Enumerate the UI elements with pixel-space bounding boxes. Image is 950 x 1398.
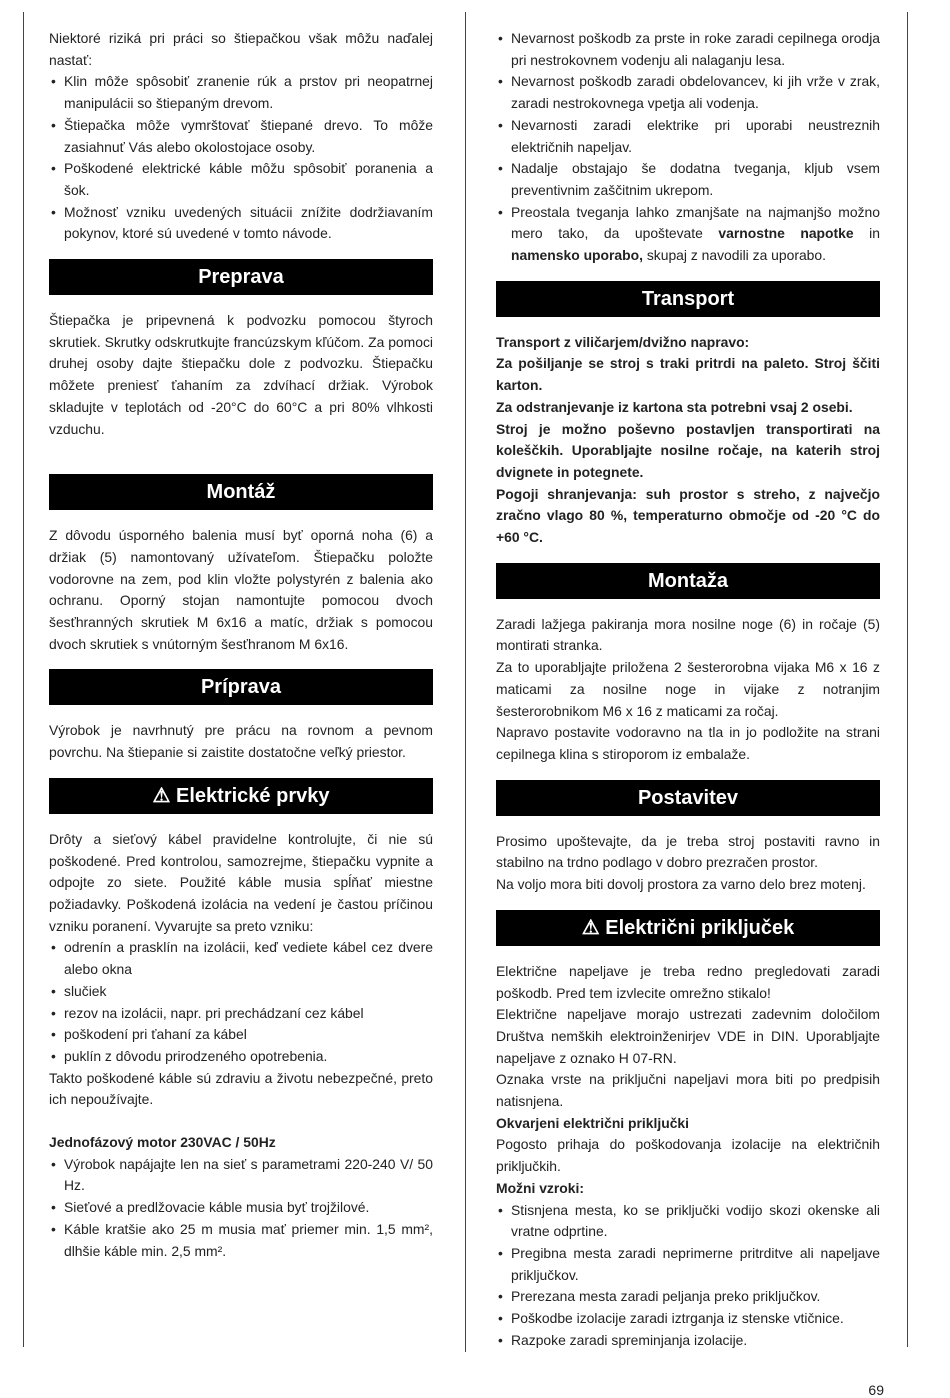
prikljucek-line: Oznaka vrste na priključni napeljavi mora biti po predpisih natisnjena. [496, 1071, 880, 1110]
page-number: 69 [868, 1382, 884, 1398]
warning-icon: ⚠ [581, 916, 600, 939]
left-column [49, 28, 433, 1262]
list-item: • odrenín a prasklín na izolácii, keď vediete kábel cez dvere alebo okna [49, 937, 433, 980]
prikljucek-block [496, 961, 880, 1352]
list-item: • Klin môže spôsobiť zranenie rúk a prstov pri neopatrnej manipulácii so štiepaným drevom. [49, 71, 433, 114]
montaza-line: Za to uporabljajte priložena 2 šesterorobna vijaka M6 x 16 z maticami za nosilne noge in vijake z notranjim šesterorobnikom M6 x 16 z maticami za ročaj. [496, 659, 880, 719]
elektricke-paragraph: Drôty a sieťový kábel pravidelne kontrolujte, či nie sú poškodené. Pred kontrolou, samozrejme, štiepačku vypnite a odpojte zo siete. Použité káble musia spĺňať miestne požiadavky. Poškodená izolácia na vedení je častou príčinou vzniku poranení. Vyvarujte sa preto vzniku: [49, 830, 433, 934]
list-item: • slučiek [49, 981, 433, 1003]
list-text: in [853, 225, 880, 242]
preprava-paragraph: Štiepačka je pripevnená k podvozku pomocou štyroch skrutiek. Skrutky odskrutkujte francúzskym kľúčom. Za pomoci druhej osoby dajte štiepačku dole z podvozku. Štiepačku môžete preniesť ťahaním za zdvíhací držiak. Výrobok skladujte v teplotách od -20°C do 60°C a pri 80% vlhkosti vzduchu. [49, 312, 433, 437]
postavitev-line: Na voljo mora biti dovolj prostora za varno delo brez motenj. [496, 876, 866, 893]
postavitev-line: Prosimo upoštevajte, da je treba stroj postaviti ravno in stabilno na trdno podlago v dobro prezračen prostor. [496, 832, 880, 871]
list-item: • Stisnjena mesta, ko se priključki vodijo skozi okenske ali vratne odprtine. [496, 1200, 880, 1243]
prikljucek-line: Električne napeljave je treba redno pregledovati zaradi poškodb. Pred tem izvlecite omrežno stikalo! [496, 962, 880, 1001]
list-item: • Káble kratšie ako 25 m musia mať priemer min. 1,5 mm², dlhšie káble min. 2,5 mm². [49, 1219, 433, 1262]
list-item: • poškodení pri ťahaní za kábel [49, 1024, 433, 1046]
section-header-priprava: Príprava [49, 669, 433, 705]
section-header-label: Elektrické prvky [176, 784, 330, 807]
bold-text: varnostne napotke [718, 225, 854, 242]
list-item: • Pregibna mesta zaradi neprimerne pritrditve ali napeljave priključkov. [496, 1243, 880, 1286]
list-item: • Nadalje obstajajo še dodatna tveganja, kljub vsem preventivnim zaščitnim ukrepom. [496, 158, 880, 201]
section-header-elektricke-prvky [49, 778, 433, 814]
list-item: • Poškodbe izolacije zaradi iztrganja iz stenske vtičnice. [496, 1308, 880, 1330]
transport-line: Stroj je možno poševno postavljen transportirati na koleščkih. Uporabljajte nosilne ročaje, na katerih stroj dvignete in potegnete. [496, 420, 880, 480]
list-item: • Poškodené elektrické káble môžu spôsobiť poranenia a šok. [49, 158, 433, 201]
postavitev-block [496, 831, 880, 896]
warning-icon: ⚠ [152, 784, 171, 807]
list-item: • Možnosť vzniku uvedených situácii znížite dodržiavaním pokynov, ktoré sú uvedené v tomto návode. [49, 202, 433, 245]
section-header-postavitev: Postavitev [496, 780, 880, 816]
transport-line: Za odstranjevanje iz kartona sta potrebni vsaj 2 osebi. [496, 398, 853, 415]
montaza-line: Zaradi lažjega pakiranja mora nosilne noge (6) in ročaje (5) montirati stranka. [496, 615, 880, 654]
motor-heading: Jednofázový motor 230VAC / 50Hz [49, 1134, 276, 1151]
transport-line: Transport z viličarjem/dvižno napravo: [496, 333, 750, 350]
bold-text: namensko uporabo, [511, 247, 643, 264]
intro-list [49, 71, 433, 245]
transport-block [496, 332, 880, 549]
list-item [496, 202, 880, 267]
left-margin-rule [23, 12, 24, 1347]
montaz-paragraph: Z dôvodu úsporného balenia musí byť oporná noha (6) a držiak (5) namontovaný užívateľom. Štiepačku položte vodorovne na zem, pod klin vložte polystyrén z balenia ako ochranu. Oporný stojan namontujte pomocou dvoch šesťhranných skrutiek M 6x16 a matíc, držiak s pomocou dvoch skrutiek s vnútorným šesťhranom M 6x16. [49, 527, 433, 652]
list-text: Preostala tveganja lahko zmanjšate na najmanjšo možno mero tako, da upoštevate [511, 203, 880, 242]
right-column [496, 28, 880, 1351]
vzroki-list [496, 1200, 880, 1352]
column-divider [465, 12, 466, 1352]
list-item: • Nevarnost poškodb zaradi obdelovancev, ki jih vrže v zrak, zaradi nestrokovnega vpetja ali vodenja. [496, 71, 880, 114]
transport-line: Pogoji shranjevanja: suh prostor s streho, z največjo zračno vlago 80 %, temperaturno območje od -20 °C do +60 °C. [496, 485, 880, 546]
prikljucek-line: Električne napeljave morajo ustrezati zadevnim določilom Društva nemških elektroinženirjev VDE in DIN. Uporabljajte napeljave z oznako H 07-RN. [496, 1006, 880, 1066]
transport-line: Za pošiljanje se stroj s traki pritrdi na paleto. Stroj ščiti karton. [496, 355, 880, 394]
list-item: • rezov na izolácii, napr. pri prechádzaní cez kábel [49, 1003, 433, 1025]
list-item: • Výrobok napájajte len na sieť s parametrami 220-240 V/ 50 Hz. [49, 1154, 433, 1197]
right-margin-rule [907, 12, 908, 1347]
intro-list [496, 28, 880, 267]
section-header-elektricni-prikljucek [496, 910, 880, 946]
list-item: • Nevarnost poškodb za prste in roke zaradi cepilnega orodja pri nestrokovnem vodenju ali nalaganju lesa. [496, 28, 880, 71]
section-header-label: Električni priključek [605, 916, 795, 939]
section-header-montaza: Montaža [496, 563, 880, 599]
list-item: • puklín z dôvodu prirodzeného opotrebenia. [49, 1046, 433, 1068]
vzroki-heading: Možni vzroki: [496, 1179, 584, 1196]
okvarjeni-heading: Okvarjeni električni priključki [496, 1114, 690, 1131]
elektricke-list [49, 937, 433, 1067]
list-item: • Nevarnosti zaradi elektrike pri uporabi neustreznih električnih napeljav. [496, 115, 880, 158]
okvarjeni-paragraph: Pogosto prihaja do poškodovanja izolacije na električnih priključkih. [496, 1136, 880, 1175]
montaza-line: Napravo postavite vodoravno na tla in jo podložite na strani cepilnega klina s stiroporom iz embalaže. [496, 724, 880, 762]
list-item: • Štiepačka môže vymrštovať štiepané drevo. To môže zasiahnuť Vás alebo okolostojace osoby. [49, 115, 433, 158]
section-header-preprava: Preprava [49, 259, 433, 295]
section-header-transport: Transport [496, 281, 880, 317]
list-item: • Prerezana mesta zaradi peljanja preko priključkov. [496, 1286, 880, 1308]
list-item: • Razpoke zaradi spreminjanja izolacije. [496, 1330, 880, 1352]
priprava-paragraph: Výrobok je navrhnutý pre prácu na rovnom a pevnom povrchu. Na štiepanie si zaistite dostatočne veľký priestor. [49, 722, 433, 761]
section-header-montaz: Montáž [49, 474, 433, 510]
motor-list [49, 1154, 433, 1263]
montaza-block [496, 614, 880, 766]
elektricke-warning-paragraph: Takto poškodené káble sú zdraviu a životu nebezpečné, preto ich nepoužívajte. [49, 1069, 433, 1108]
list-item: • Sieťové a predlžovacie káble musia byť trojžilové. [49, 1197, 433, 1219]
list-text: skupaj z navodili za uporabo. [642, 247, 826, 264]
intro-paragraph: Niektoré riziká pri práci so štiepačkou však môžu naďalej nastať: [49, 30, 433, 68]
